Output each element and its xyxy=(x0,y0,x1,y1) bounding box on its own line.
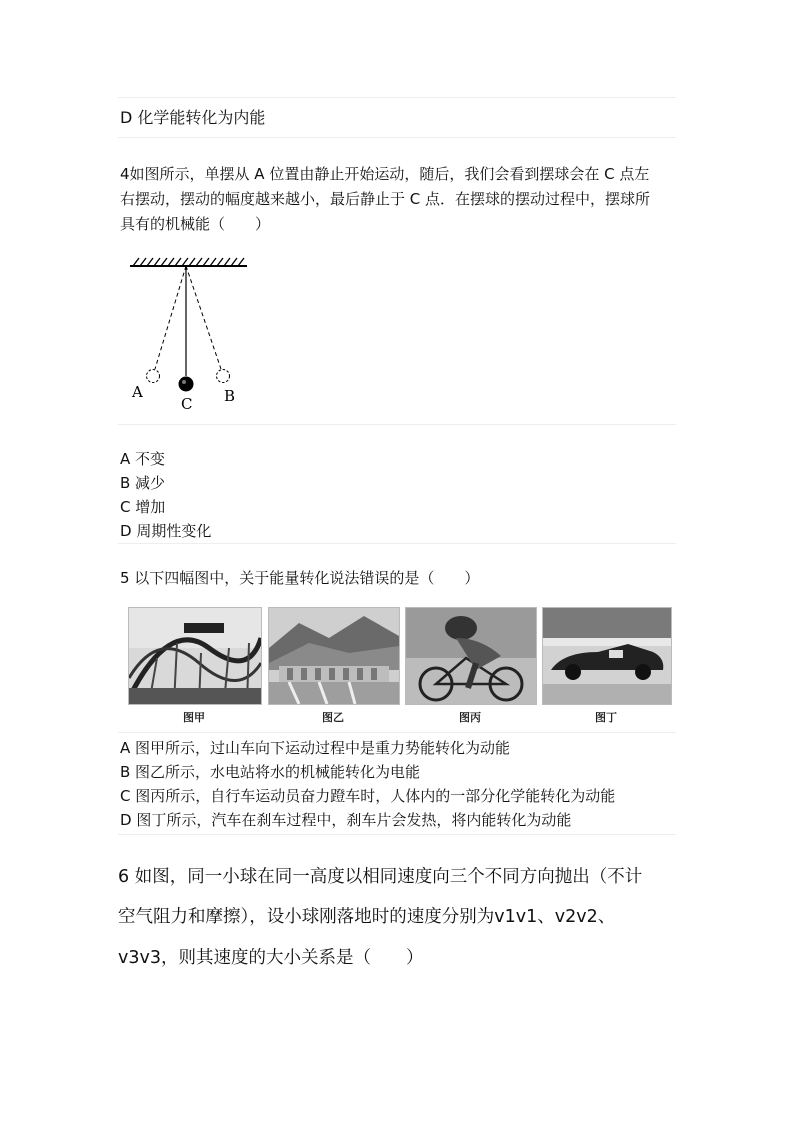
ball-position-b xyxy=(217,370,230,383)
separator xyxy=(118,424,676,425)
q5-option-b: B 图乙所示，水电站将水的机械能转化为电能 xyxy=(120,763,421,781)
q4-stem-line2: 右摆动，摆动的幅度越来越小，最后静止于 C 点．在摆球的摆动过程中，摆球所 xyxy=(120,190,651,208)
caption-figure-bing: 图丙 xyxy=(459,711,481,724)
caption-figure-yi: 图乙 xyxy=(322,711,344,724)
pendulum-figure xyxy=(125,250,255,415)
q5-option-a: A 图甲所示，过山车向下运动过程中是重力势能转化为动能 xyxy=(120,739,511,757)
q4-stem-line1: 4如图所示，单摆从 A 位置由静止开始运动，随后，我们会看到摆球会在 C 点左 xyxy=(120,165,650,183)
q3-option-d: D 化学能转化为内能 xyxy=(120,108,266,127)
pendulum-string-a xyxy=(155,266,186,369)
photo-race-car xyxy=(542,607,672,705)
ball-position-a xyxy=(147,370,160,383)
ball-position-c xyxy=(179,377,194,392)
separator xyxy=(118,732,676,733)
q5-option-d: D 图丁所示，汽车在刹车过程中，刹车片会发热，将内能转化为动能 xyxy=(120,811,572,829)
q6-stem-line2: 空气阻力和摩擦），设小球刚落地时的速度分别为v1v1、v2v2、 xyxy=(118,907,616,927)
photo-cyclist xyxy=(405,607,537,705)
q4-stem-line3: 具有的机械能（ ） xyxy=(120,215,271,233)
label-c: C xyxy=(181,395,193,413)
q6-stem-line3: v3v3，则其速度的大小关系是（ ） xyxy=(118,948,424,968)
label-a: A xyxy=(132,383,143,401)
separator xyxy=(118,137,676,138)
photo-hydropower-dam xyxy=(268,607,400,705)
pendulum-string-b xyxy=(186,266,221,369)
photo-roller-coaster xyxy=(128,607,262,705)
caption-figure-jia: 图甲 xyxy=(183,711,205,724)
q4-option-b: B 减少 xyxy=(120,474,166,492)
separator xyxy=(118,834,676,835)
q5-stem: 5 以下四幅图中，关于能量转化说法错误的是（ ） xyxy=(120,569,480,587)
q6-stem-line1: 6 如图，同一小球在同一高度以相同速度向三个不同方向抛出（不计 xyxy=(118,867,643,887)
q4-option-d: D 周期性变化 xyxy=(120,522,212,540)
separator xyxy=(118,97,676,98)
q4-option-a: A 不变 xyxy=(120,450,166,468)
q5-option-c: C 图丙所示，自行车运动员奋力蹬车时，人体内的一部分化学能转化为动能 xyxy=(120,787,616,805)
q4-option-c: C 增加 xyxy=(120,498,166,516)
caption-figure-ding: 图丁 xyxy=(595,711,617,724)
label-b: B xyxy=(224,387,236,405)
separator xyxy=(118,543,676,544)
